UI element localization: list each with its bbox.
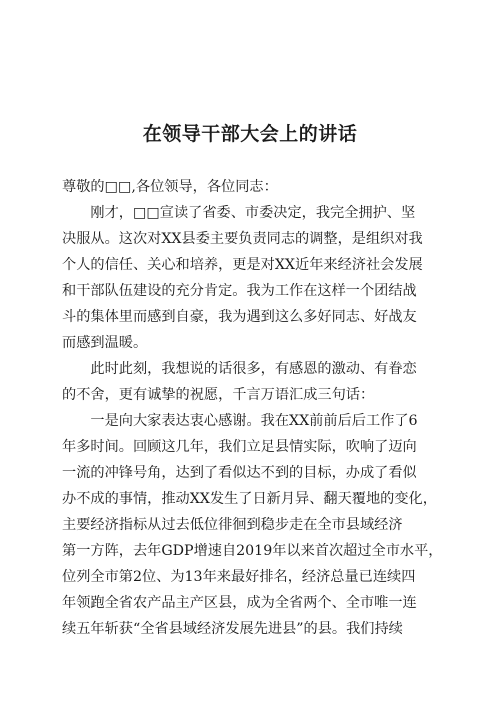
paragraph-line: 位列全市第2位、为13年来最好排名，经济总量已连续四 [62,569,416,585]
paragraph-line: 个人的信任、关心和培养，更是对XX近年来经济社会发展 [62,257,423,273]
document-body [62,174,446,642]
paragraph-line: 一是向大家表达衷心感谢。我在XX前前后后工作了6 [90,413,418,429]
paragraph-line: 的不舍，更有诚挚的祝愿，千言万语汇成三句话： [62,387,375,403]
paragraph-line: 和干部队伍建设的充分肯定。我为工作在这样一个团结战 [62,283,417,299]
paragraph-line: 第一方阵，去年GDP增速自2019年以来首次超过全市水平， [62,543,443,559]
paragraph-line: 一流的冲锋号角，达到了看似达不到的目标，办成了看似 [62,465,417,481]
salutation [62,174,446,200]
paragraph-line: 主要经济指标从过去低位徘徊到稳步走在全市县域经济 [62,517,403,533]
document-title: 在领导干部大会上的讲话 [142,123,358,145]
paragraph-line: 年多时间。回顾这几年，我们立足县情实际，吹响了迈向 [62,439,417,455]
paragraph-1 [62,200,446,356]
paragraph-line: 刚才，□□宣读了省委、市委决定，我完全拥护、坚 [90,205,416,221]
paragraph-line: 此时此刻，我想说的话很多，有感恩的激动、有眷恋 [90,361,417,377]
paragraph-2 [62,356,446,408]
paragraph-line: 年领跑全省农产品主产区县，成为全省两个、全市唯一连 [62,595,417,611]
paragraph-line: 办不成的事情，推动XX发生了日新月异、翻天覆地的变化， [62,491,437,507]
paragraph-line: 续五年斩获“全省县域经济发展先进县”的县。我们持续 [62,621,403,637]
paragraph-3 [62,408,446,642]
paragraph-line: 斗的集体里而感到自豪，我为遇到这么多好同志、好战友 [62,309,417,325]
paragraph-line: 决服从。这次对XX县委主要负责同志的调整，是组织对我 [62,231,423,247]
paragraph-line: 而感到温暖。 [62,335,148,351]
salutation-line: 尊敬的□□,各位领导，各位同志： [62,179,278,195]
